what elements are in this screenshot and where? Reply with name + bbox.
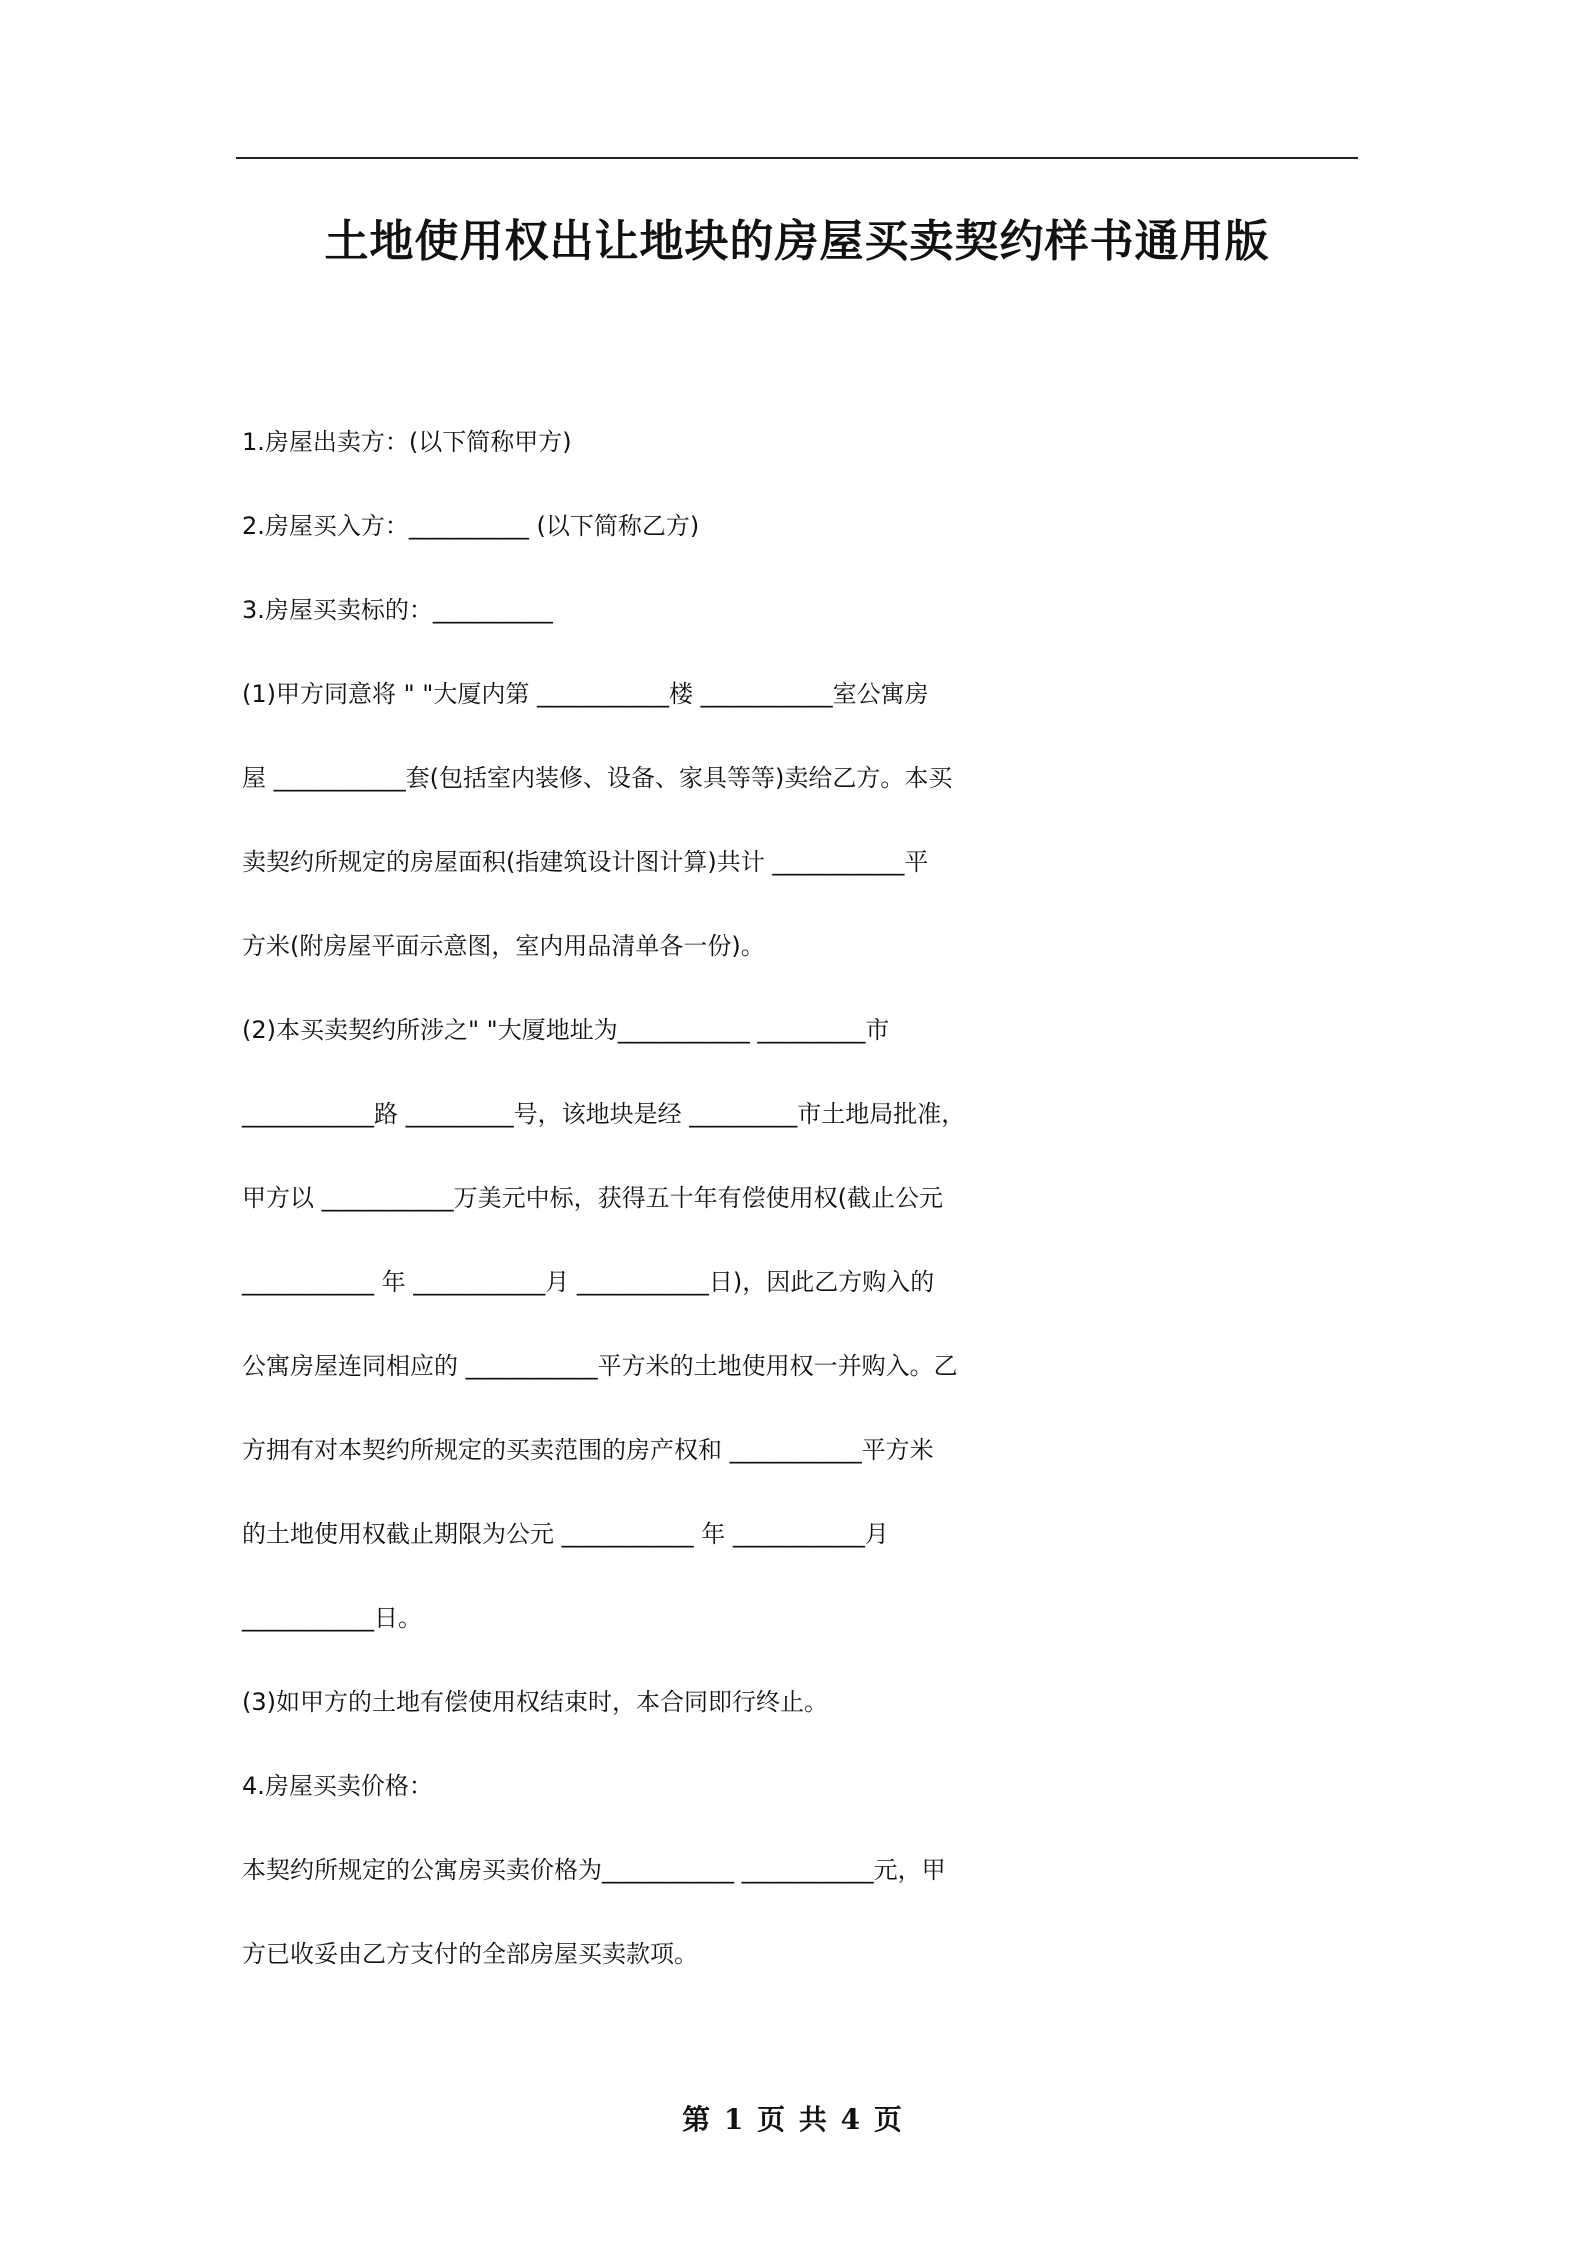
page-number-footer: 第 1 页 共 4 页	[682, 2103, 904, 2136]
document-body	[242, 400, 1362, 1996]
clause-price-line-1: 本契约所规定的公寓房买卖价格为___________ ___________元，甲	[242, 1856, 946, 1884]
clause-subject: 3.房屋买卖标的：__________	[242, 596, 553, 624]
clause-subject-2-line-6: 方拥有对本契约所规定的买卖范围的房产权和 ___________平方米	[242, 1436, 934, 1464]
clause-subject-1-line-3: 卖契约所规定的房屋面积(指建筑设计图计算)共计 ___________平	[242, 848, 929, 876]
clause-subject-2-line-1: (2)本买卖契约所涉之" "大厦地址为___________ _________市	[242, 1016, 890, 1044]
clause-subject-2-line-5: 公寓房屋连同相应的 ___________平方米的土地使用权一并购入。乙	[242, 1352, 958, 1380]
clause-subject-2-line-8: ___________日。	[242, 1604, 422, 1632]
clause-seller: 1.房屋出卖方：(以下简称甲方)	[242, 428, 572, 456]
clause-price-line-2: 方已收妥由乙方支付的全部房屋买卖款项。	[242, 1940, 698, 1968]
clause-subject-2-line-7: 的土地使用权截止期限为公元 ___________ 年 ___________月	[242, 1520, 889, 1548]
document-title: 土地使用权出让地块的房屋买卖契约样书通用版	[324, 216, 1270, 267]
header-rule	[236, 157, 1358, 159]
clause-subject-1-line-1: (1)甲方同意将 " "大厦内第 ___________楼 ___________室公寓房	[242, 680, 929, 708]
clause-subject-2-line-4: ___________ 年 ___________月 ___________日)，因此乙方购入的	[242, 1268, 935, 1296]
clause-buyer: 2.房屋买入方：__________ (以下简称乙方)	[242, 512, 700, 540]
clause-subject-2-line-2: ___________路 _________号，该地块是经 _________市土地局批准，	[242, 1100, 966, 1128]
clause-price-heading: 4.房屋买卖价格：	[242, 1772, 433, 1800]
clause-subject-1-line-2: 屋 ___________套(包括室内装修、设备、家具等等)卖给乙方。本买	[242, 764, 953, 792]
clause-subject-3: (3)如甲方的土地有偿使用权结束时，本合同即行终止。	[242, 1688, 828, 1716]
clause-subject-1-line-4: 方米(附房屋平面示意图，室内用品清单各一份)。	[242, 932, 765, 960]
clause-subject-2-line-3: 甲方以 ___________万美元中标，获得五十年有偿使用权(截止公元	[242, 1184, 943, 1212]
